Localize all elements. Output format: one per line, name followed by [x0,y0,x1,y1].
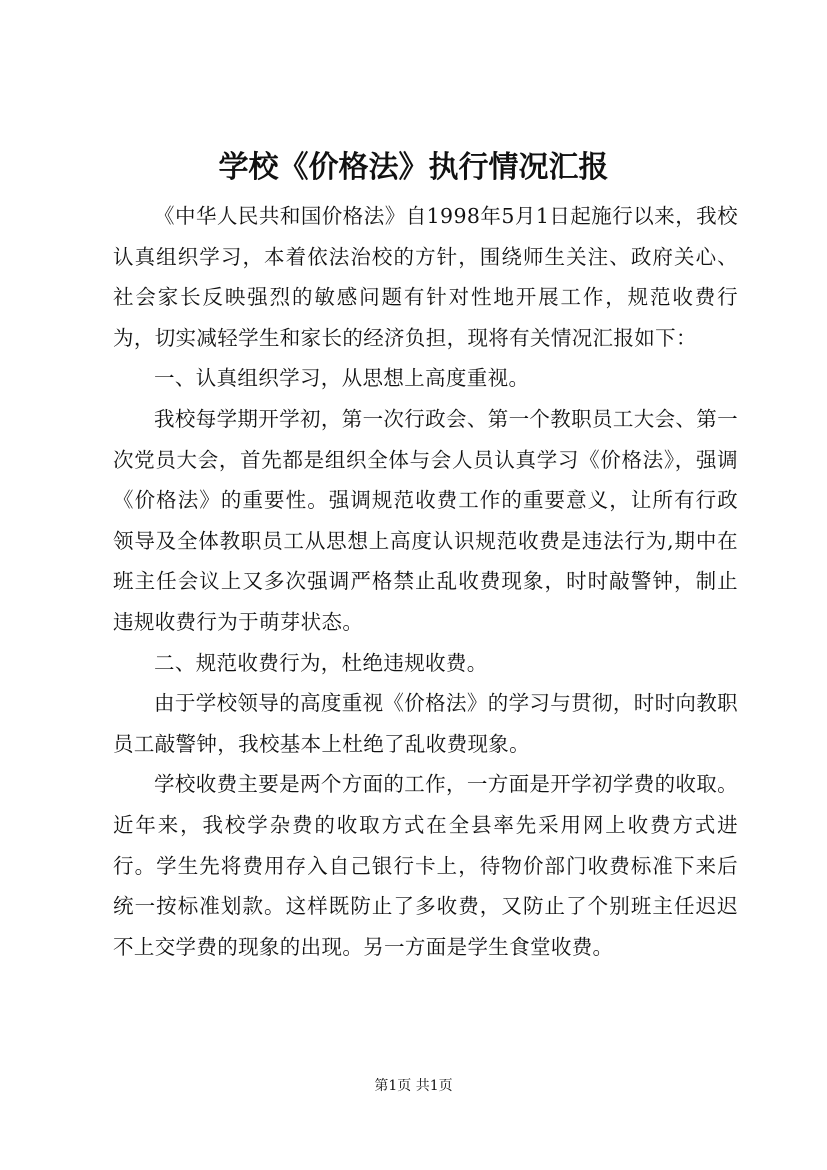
document-title: 学校《价格法》执行情况汇报 [218,150,609,185]
intro-paragraph: 《中华人民共和国价格法》自1998年5月1日起施行以来，我校认真组织学习，本着依法治校的方针，围绕师生关注、政府关心、社会家长反映强烈的敏感问题有针对性地开展工作，规范收费行为，切实减轻学生和家长的经济负担，现将有关情况汇报如下： [113,204,738,350]
page-number-footer: 第1页 共1页 [374,1078,453,1094]
document-body [113,196,738,967]
section-heading-2: 二、规范收费行为，杜绝违规收费。 [154,650,488,675]
section-2-paragraph-2: 学校收费主要是两个方面的工作，一方面是开学初学费的收取。近年来，我校学杂费的收取方式在全县率先采用网上收费方式进行。学生先将费用存入自己银行卡上，待物价部门收费标准下来后统一按标准划款。这样既防止了多收费，又防止了个别班主任迟迟不上交学费的现象的出现。另一方面是学生食堂收费。 [113,772,738,959]
section-1-paragraph: 我校每学期开学初，第一次行政会、第一个教职员工大会、第一次党员大会，首先都是组织全体与会人员认真学习《价格法》，强调《价格法》的重要性。强调规范收费工作的重要意义，让所有行政领导及全体教职员工从思想上高度认识规范收费是违法行为,期中在班主任会议上又多次强调严格禁止乱收费现象，时时敲警钟，制止违规收费行为于萌芽状态。 [113,406,738,634]
section-heading-1: 一、认真组织学习，从思想上高度重视。 [154,366,530,391]
section-2-paragraph-1: 由于学校领导的高度重视《价格法》的学习与贯彻，时时向教职员工敲警钟，我校基本上杜绝了乱收费现象。 [113,691,738,756]
